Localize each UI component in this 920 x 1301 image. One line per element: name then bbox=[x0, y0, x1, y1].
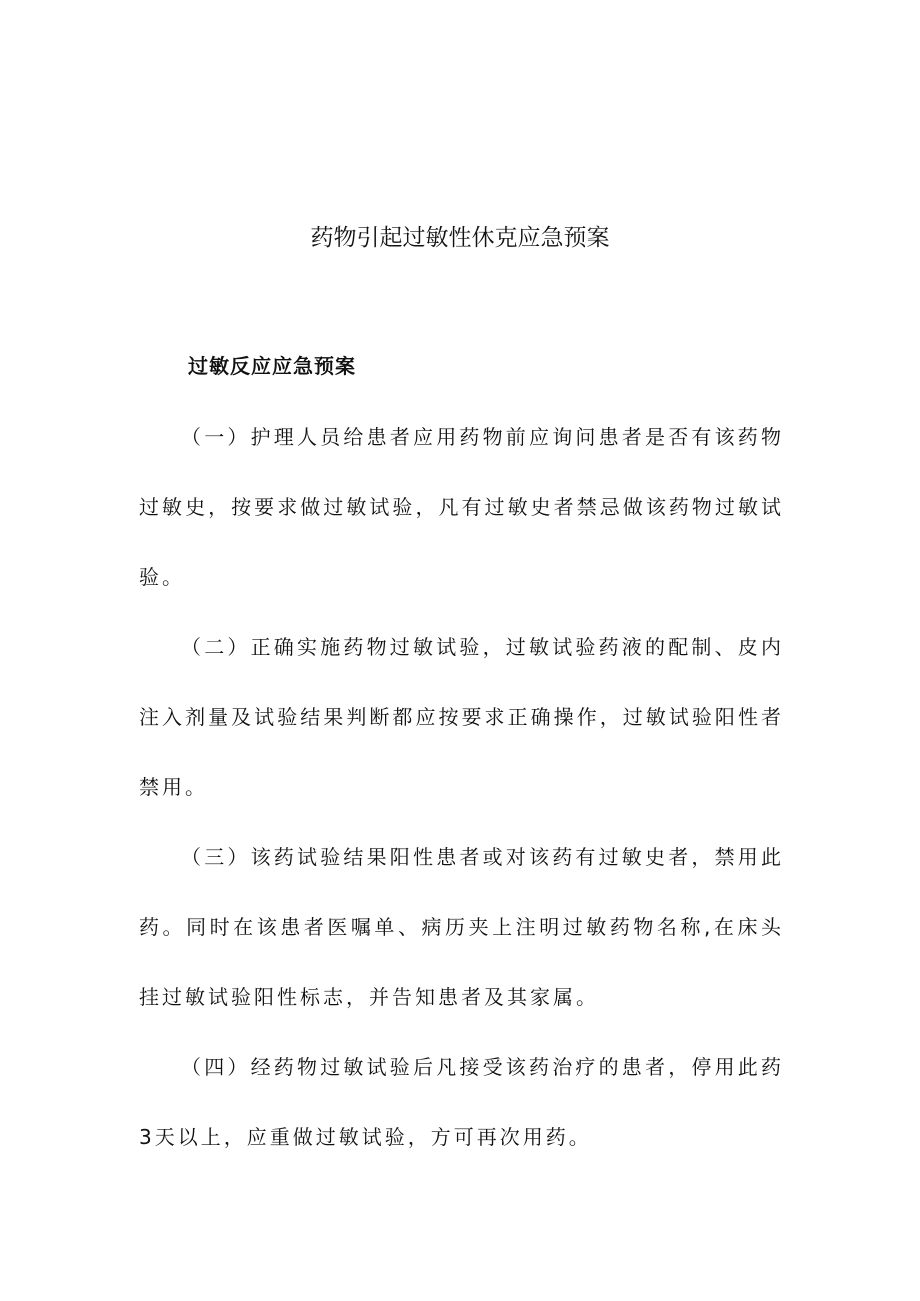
paragraph-4: （四）经药物过敏试验后凡接受该药治疗的患者，停用此药3天以上，应重做过敏试验，方可再次用药。 bbox=[139, 1055, 784, 1149]
document-title: 药物引起过敏性休克应急预案 bbox=[310, 225, 610, 251]
paragraph-1: （一）护理人员给患者应用药物前应询问患者是否有该药物过敏史，按要求做过敏试验，凡有过敏史者禁忌做该药物过敏试验。 bbox=[139, 425, 784, 589]
section-heading: 过敏反应应急预案 bbox=[188, 354, 356, 378]
paragraph-3: （三）该药试验结果阳性患者或对该药有过敏史者，禁用此药。同时在该患者医嘱单、病历夹上注明过敏药物名称,在床头挂过敏试验阳性标志，并告知患者及其家属。 bbox=[139, 845, 784, 1009]
paragraph-2: （二）正确实施药物过敏试验，过敏试验药液的配制、皮内注入剂量及试验结果判断都应按要求正确操作，过敏试验阳性者禁用。 bbox=[139, 635, 784, 799]
